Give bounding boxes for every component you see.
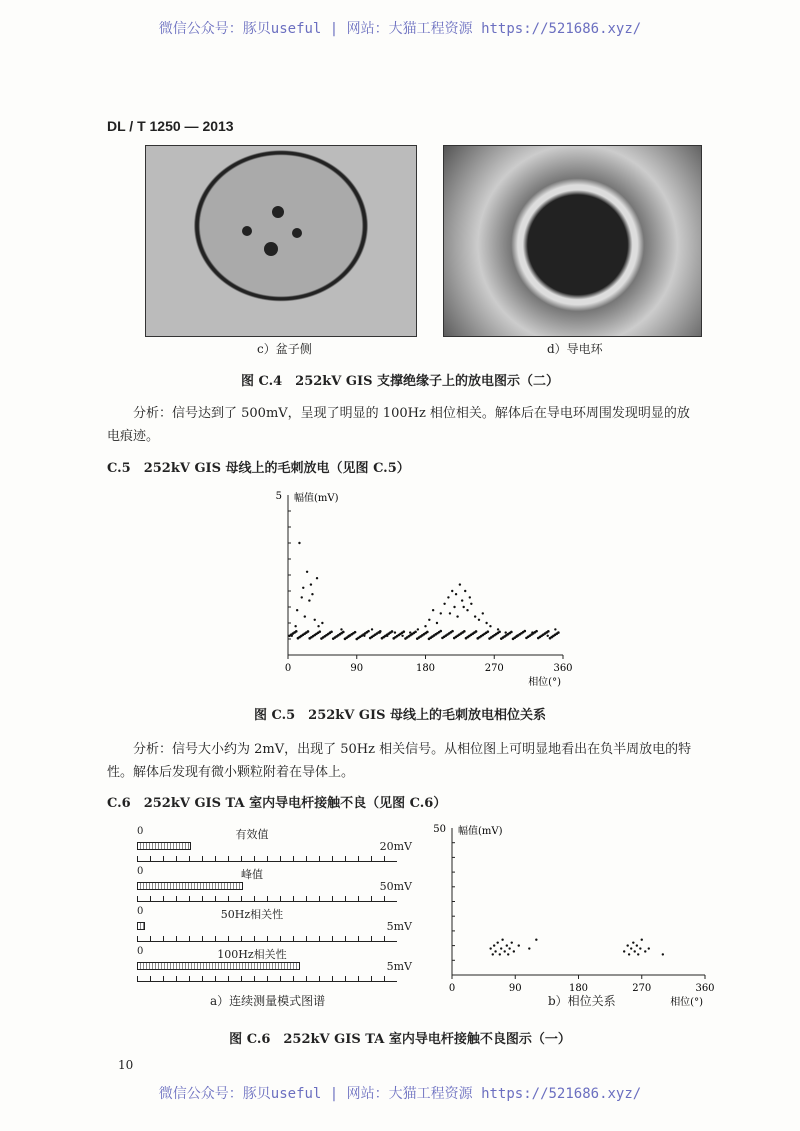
data-point (317, 625, 319, 627)
data-point (459, 583, 461, 585)
baseline-point (535, 630, 538, 633)
data-point (314, 619, 316, 621)
data-point (547, 635, 549, 637)
meter-zero-label: 0 (137, 946, 144, 957)
data-point (455, 593, 457, 595)
baseline-point (330, 631, 333, 634)
data-point (298, 542, 300, 544)
data-point (626, 944, 628, 946)
data-point (639, 947, 641, 949)
meter-bar (137, 962, 300, 970)
data-point (511, 941, 513, 943)
x-tick-label: 360 (695, 983, 715, 994)
meter-max-label: 5mV (386, 960, 412, 973)
meter-bar (137, 842, 191, 850)
x-axis-label: 相位(°) (528, 677, 561, 688)
data-point (493, 944, 495, 946)
data-point (505, 631, 507, 633)
meter-1 (137, 866, 412, 902)
data-point (628, 953, 630, 955)
data-point (662, 953, 664, 955)
data-point (504, 950, 506, 952)
data-point (644, 950, 646, 952)
x-tick-label: 180 (568, 983, 589, 994)
baseline-point (354, 631, 357, 634)
data-point (417, 628, 419, 630)
page-number: 10 (118, 1058, 134, 1072)
x-tick-label: 0 (448, 983, 456, 994)
figure-c6-title: 图 C.6 252kV GIS TA 室内导电杆接触不良图示（一） (229, 1032, 571, 1047)
baseline-point (463, 630, 466, 633)
data-point (308, 599, 310, 601)
data-point (501, 939, 503, 941)
baseline-point (391, 630, 394, 633)
data-point (311, 593, 313, 595)
baseline-point (342, 631, 345, 634)
data-point (636, 944, 638, 946)
data-point (469, 596, 471, 598)
data-point (296, 609, 298, 611)
data-point (316, 577, 318, 579)
meter-max-label: 20mV (379, 840, 412, 853)
data-point (294, 625, 296, 627)
meter-scale (137, 856, 397, 862)
data-point (478, 619, 480, 621)
baseline-point (439, 630, 442, 633)
data-point (447, 596, 449, 598)
x-tick-label: 270 (632, 983, 652, 994)
meter-scale (137, 896, 397, 902)
data-point (500, 947, 502, 949)
data-point (499, 953, 501, 955)
meter-name: 100Hz相关性 (217, 948, 287, 961)
meter-max-label: 5mV (386, 920, 412, 933)
baseline-point (451, 630, 454, 633)
figure-c4-title: 图 C.4 252kV GIS 支撑绝缘子上的放电图示（二） (240, 374, 560, 389)
data-point (518, 944, 520, 946)
meter-scale (137, 936, 397, 942)
data-point (462, 606, 464, 608)
data-point (464, 590, 466, 592)
data-point (497, 628, 499, 630)
section-c5-heading: C.5 252kV GIS 母线上的毛刺放电（见图 C.5） (107, 461, 410, 476)
data-point (630, 947, 632, 949)
figure-c6a-caption: a）连续测量模式图谱 (210, 994, 326, 1008)
analysis-paragraph-1: 分析：信号达到了 500mV，呈现了明显的 100Hz 相位相关。解体后在导电环周围发现明显的放电痕迹。 (107, 406, 690, 444)
section-c6-heading: C.6 252kV GIS TA 室内导电杆接触不良（见图 C.6） (107, 796, 447, 811)
baseline-point (475, 630, 478, 633)
data-point (456, 615, 458, 617)
data-point (474, 615, 476, 617)
baseline-point (510, 631, 513, 634)
x-tick-label: 0 (284, 663, 292, 674)
x-tick-label: 90 (508, 983, 522, 994)
data-point (436, 622, 438, 624)
data-point (451, 590, 453, 592)
data-point (432, 609, 434, 611)
data-point (470, 603, 472, 605)
data-point (394, 631, 396, 633)
meter-3 (137, 946, 412, 982)
photo-c-caption: c）盆子侧 (257, 342, 312, 356)
data-point (466, 609, 468, 611)
baseline-point (557, 631, 560, 634)
watermark-top: 微信公众号：豚贝useful | 网站：大猫工程资源 https://521686.xyz/ (158, 21, 642, 37)
data-point (641, 939, 643, 941)
data-point (623, 950, 625, 952)
data-point (340, 628, 342, 630)
baseline-point (295, 630, 298, 633)
baseline-point (318, 630, 321, 633)
meter-name: 有效值 (235, 828, 269, 841)
data-point (304, 615, 306, 617)
x-tick-label: 180 (415, 663, 436, 674)
data-point (496, 941, 498, 943)
meter-bar (137, 882, 243, 890)
baseline-point (403, 630, 406, 633)
data-point (513, 950, 515, 952)
watermark-bottom: 微信公众号：豚贝useful | 网站：大猫工程资源 https://521686.xyz/ (158, 1086, 642, 1102)
baseline-point (307, 630, 310, 633)
data-point (489, 947, 491, 949)
standard-header: DL / T 1250 — 2013 (107, 118, 234, 134)
x-tick-label: 90 (350, 663, 364, 674)
analysis-paragraph-2: 分析：信号大小约为 2mV，出现了 50Hz 相关信号。从相位图上可明显地看出在负半周放电的特性。解体后发现有微小颗粒附着在导体上。 (107, 742, 692, 780)
data-point (648, 947, 650, 949)
data-point (508, 947, 510, 949)
data-point (489, 625, 491, 627)
x-tick-label: 270 (484, 663, 504, 674)
data-point (301, 596, 303, 598)
baseline-point (379, 630, 382, 633)
baseline-point (426, 631, 429, 634)
data-point (440, 612, 442, 614)
data-point (507, 953, 509, 955)
photo-conductive-ring (443, 145, 702, 337)
data-point (461, 599, 463, 601)
meter-max-label: 50mV (379, 880, 412, 893)
y-tick-label-top: 5 (275, 491, 282, 502)
data-point (492, 953, 494, 955)
data-point (535, 939, 537, 941)
figure-c6b-caption: b）相位关系 (548, 994, 616, 1008)
data-point (528, 947, 530, 949)
meter-bar (137, 922, 145, 930)
data-point (494, 950, 496, 952)
data-point (306, 571, 308, 573)
data-point (506, 944, 508, 946)
x-axis-label: 相位(°) (670, 997, 703, 1008)
y-axis-label: 幅值(mV) (458, 826, 503, 837)
data-point (302, 587, 304, 589)
meter-name: 50Hz相关性 (220, 908, 284, 921)
data-point (443, 603, 445, 605)
data-point (401, 635, 403, 637)
figure-c5-title: 图 C.5 252kV GIS 母线上的毛刺放电相位关系 (253, 708, 547, 723)
data-point (453, 606, 455, 608)
data-point (428, 619, 430, 621)
baseline-point (498, 631, 501, 634)
data-point (482, 612, 484, 614)
x-tick-label: 360 (553, 663, 573, 674)
chart-c5-phase-scatter (270, 485, 590, 690)
meter-scale (137, 976, 397, 982)
baseline-point (487, 630, 490, 633)
baseline-point (547, 630, 550, 633)
meter-zero-label: 0 (137, 906, 144, 917)
y-axis-label: 幅值(mV) (294, 493, 339, 504)
photo-d-caption: d）导电环 (547, 342, 603, 356)
data-point (371, 628, 373, 630)
data-point (637, 953, 639, 955)
photo-insulator-side (145, 145, 417, 337)
meter-name: 峰值 (241, 868, 263, 881)
data-point (634, 950, 636, 952)
data-point (554, 628, 556, 630)
baseline-point (414, 631, 417, 634)
data-point (310, 583, 312, 585)
data-point (424, 625, 426, 627)
y-tick-label-top: 50 (433, 824, 446, 835)
meter-0 (137, 826, 412, 862)
meter-2 (137, 906, 412, 942)
data-point (321, 622, 323, 624)
data-point (485, 622, 487, 624)
meter-zero-label: 0 (137, 866, 144, 877)
data-point (449, 612, 451, 614)
data-point (632, 941, 634, 943)
baseline-point (524, 630, 527, 633)
meter-zero-label: 0 (137, 826, 144, 837)
baseline-point (367, 630, 370, 633)
